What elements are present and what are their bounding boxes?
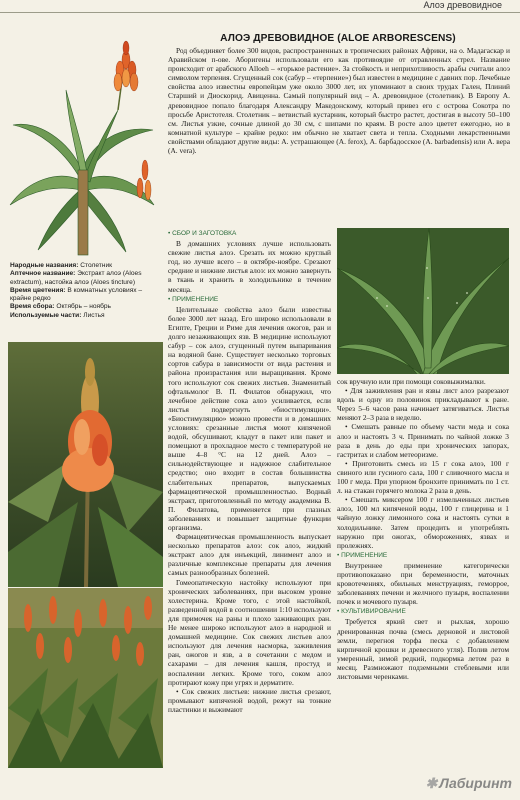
section-heading-use: • ПРИМЕНЕНИЕ	[168, 295, 219, 303]
caption-label: Время сбора:	[10, 303, 55, 311]
use-paragraph: Целительные свойства алоэ были известны более 3000 лет назад. Его широко использовали в Египте, Греции и Риме для лечения ожогов, ран и долго незаживающих язв. В медицине используют сабур – сок алоэ, сгущенный путем выпаривания на водяной бане. Существует несколько торговых сортов сабура в зависимости от вида растения и района произрастания или выращивания. Кроме того используют сок свежих листьев. Знаменитый офтальмолог В. П. Филатов обнаружил, что лечебное действие сока алоэ усиливается, если листья подвергнуть «биостимуляции». «Биостимуляцию» можно провести и в домашних условиях: срезанные листья моют кипяченой водой, обсушивают, кладут в пакет или пакет и помещают в прохладное место с температурой не выше 4–8 °С на 12 дней. Алоэ – сильнодействующее и надежное слабительное средство; оно входит в состав большинства слабительных препаратов, выпускаемых фармацевтической промышленностью. Водный экстракт, приготовленный по методу академика В. П. Филатова, применяется при глазных заболеваниях и повышает защитные функции организма.	[168, 304, 331, 532]
running-title: Алоэ древовидное	[420, 0, 506, 10]
intro-text	[168, 46, 510, 155]
right-column	[337, 377, 509, 681]
aloe-illustration	[8, 30, 156, 258]
harvest-paragraph: В домашних условиях лучше использовать свежие листья алоэ. Срезать их можно круглый год, но лучше всего – в октябре-ноябре. Срезают средние и нижние листья алоэ: их можно завернуть в ткань и хранить в холодильнике в течение месяца.	[168, 239, 331, 294]
caption-value: Октябрь – ноябрь	[56, 303, 111, 311]
section-heading-harvest: • СБОР И ЗАГОТОВКА	[168, 230, 237, 237]
continued-text: сок вручную или при помощи соковыжималки.	[337, 377, 486, 386]
use-paragraph: Фармацевтическая промышленность выпускает несколько препаратов алоэ: сок алоэ, жидкий экстракт алоэ для инъекций, линимент алоэ и различные комплексные препараты для лечения самых разнообразных болезней.	[168, 532, 331, 578]
recipe-item: • Для заживления ран и язвы лист алоэ разрезают вдоль и одну из половинок прикладывают к ране. Через 5–6 часов рана начинает затягиваться. Листья меняют 2–3 раза в неделю.	[337, 386, 509, 423]
logo-text: Лабиринт	[439, 775, 512, 791]
contra-paragraph: Внутреннее применение категорически противопоказано при беременности, маточных кровотечениях, обильных менструациях, геморрое, заболеваниях печени и желчного пузыря, воспалении почек и мочевого пузыря.	[337, 560, 509, 607]
caption-label: Время цветения:	[10, 286, 66, 294]
caption-value: Экстракт алоэ (Aloes extractum), настойка алоэ (Aloes tincture)	[10, 270, 142, 286]
aloe-field-photo	[8, 588, 163, 768]
fresh-juice-item: • Сок свежих листьев: нижние листья срезают, промывают кипяченой водой, режут на тонкие пластинки и выжимают	[168, 686, 331, 714]
caption-label: Используемые части:	[10, 311, 82, 319]
labirint-logo	[425, 775, 512, 792]
recipe-item: • Смешать миксером 100 г измельченных листьев алоэ, 100 мл кипяченой воды, 100 г глицерина и 1 чайную ложку лимонного сока и настоять сутки в холодильнике. Затем процедить и употреблять наружно при ожогах, обморожениях, язвах и пролежнях.	[337, 495, 509, 550]
caption-label: Аптечное название:	[10, 270, 76, 278]
section-heading-grow: • КУЛЬТИВИРОВАНИЕ	[337, 608, 406, 616]
plant-facts	[10, 262, 160, 320]
caption-value: Листья	[83, 311, 105, 319]
use-paragraph: Гомеопатическую настойку используют при хронических заболеваниях, при высоком уровне холестерина. Кроме того, с этой настойкой, разведенной водой в соотношении 1:10 используют для примочек на раны и плохо заживающих ран. Не менее широко используют алоэ в народной и домашней медицине. Сок свежих листьев алоэ используют для лечения насморка, заживления ран, ожогов и язв, а в сочетании с медом и сахарами – для лечения кашля, простуд и воспалении легких. Кроме того, соком алоэ протирают кожу при угрях и дерматите.	[168, 577, 331, 687]
recipe-item: • Смешать равные по объему части меда и сока алоэ и настоять 3 ч. Принимать по чайной ложке 3 раза в день до еды при хронических запорах, гастритах и слабом метеоризме.	[337, 422, 509, 459]
aloe-leaves-photo	[337, 228, 509, 374]
grow-paragraph: Требуется яркий свет и рыхлая, хорошо дренированная почва (смесь дерновой и листовой земли, перегноя торфа песка с добавлением кирпичной крошки и древесного угля). Полив летом умеренный, зимой редкий, подкормка летом раз в месяц. Размножают подземными стеблевыми или листовыми черенками.	[337, 617, 509, 681]
caption-value: Столетник	[80, 262, 113, 269]
middle-column	[168, 228, 331, 714]
caption-label: Народные названия:	[10, 262, 79, 269]
recipe-item: • Приготовить смесь из 15 г сока алоэ, 100 г свиного или гусиного сала, 100 г сливочного масла и 100 г меда. При упорном бронхите принимать по 1 ст. л. на стакан горячего молока 2 раза в день.	[337, 458, 509, 496]
logo-icon: ✱	[425, 775, 438, 791]
article-title: АЛОЭ ДРЕВОВИДНОЕ (ALOE ARBORESCENS)	[220, 33, 456, 44]
flowering-aloe-photo	[8, 342, 163, 587]
intro-paragraph: Род объединяет более 300 видов, распространенных в тропических районах Африки, на о. Мадагаскар и Аравийском п-ове. Аборигены использовали его как противоядие от отравленных стрел. Название происходит от арабского Alloeh – «горькое растение». За стойкость и неприхотливость арабы считали алоэ символом терпения. Сгущенный сок (сабур – «терпение») был известен в медицине с давних пор. Лечебные свойства алоэ известны европейцам уже около 3000 лет, их упоминают в своих трудах Гален, Плиний Старший и Диоскорид. Авиценна. Самый популярный вид – A. древовидное (столетник). В Европу A. древовидное попало благодаря Александру Македонскому, который привез его с острова Сокотра по просьбе Аристотеля. Столетник – ветвистый кустарник, который быстро растет, достигая в высоту 50–100 см. Листья узкие, сочные длиной до 30 см, с шипами по краям. В росте алоэ цветет ежегодно, но в комнатной культуре – крайне редко: им обычно не хватает света и тепла. Сходными лекарственными свойствами обладают другие виды: A. устрашающее (A. ferox), A. барбадосское (A. barbadensis) или A. вера (A. vera).	[168, 46, 510, 156]
flower-spike	[114, 41, 138, 110]
section-heading-contra: • ПРИМЕНЕНИЕ	[337, 551, 388, 559]
caption-value: В комнатных условиях – крайне редко	[10, 286, 143, 303]
